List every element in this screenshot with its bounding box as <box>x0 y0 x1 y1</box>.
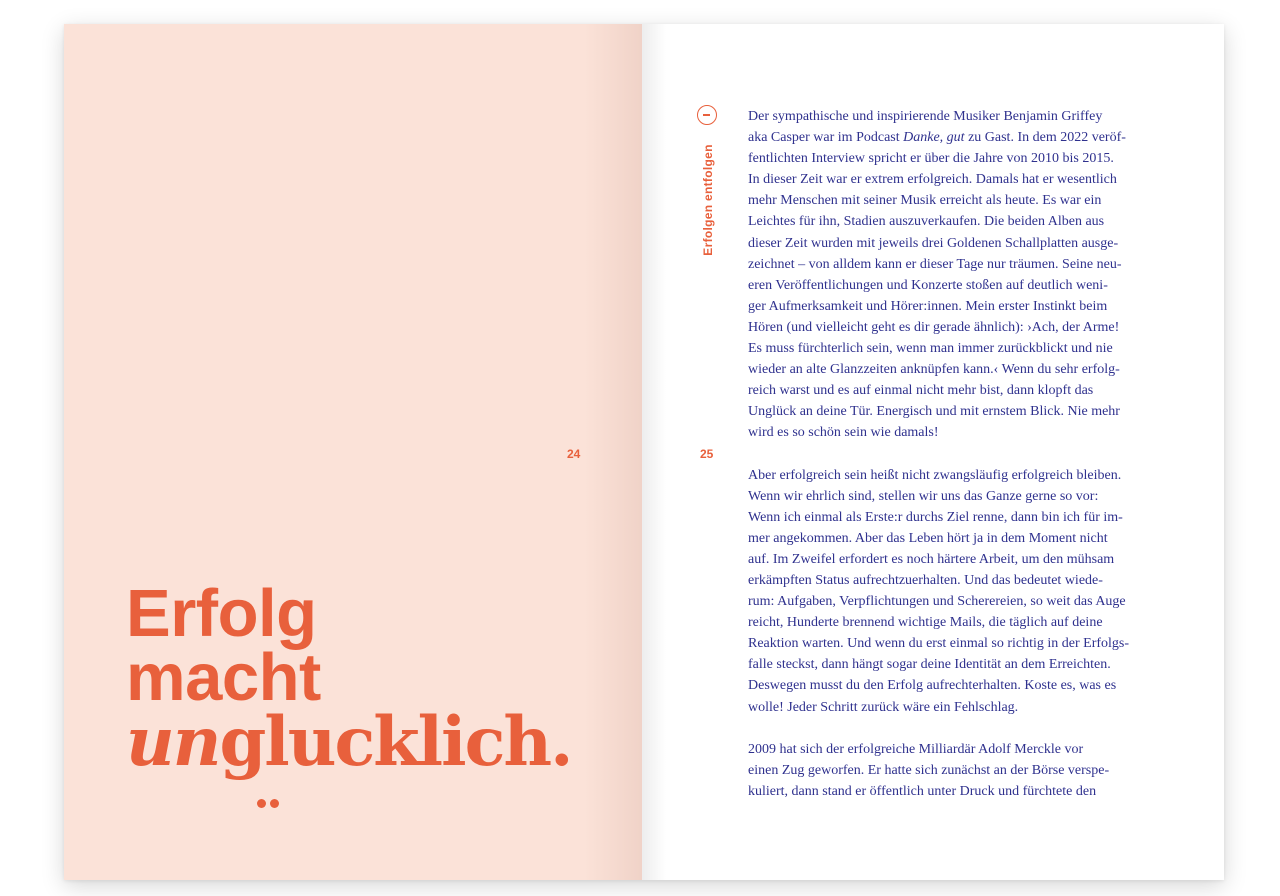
text-line: mehr Menschen mit seiner Musik erreicht als heute. Es war ein <box>748 193 1102 209</box>
text-line: kuliert, dann stand er öffentlich unter Druck und fürchtete den <box>748 783 1097 799</box>
headline <box>126 576 572 781</box>
text-line: wolle! Jeder Schritt zurück wäre ein Fehlschlag. <box>748 699 1019 715</box>
text-line: Wenn ich einmal als Erste:r durchs Ziel renne, dann bin ich für im- <box>748 509 1123 525</box>
text-run: zu Gast. In dem 2022 veröf- <box>964 130 1126 146</box>
text-run: aka Casper war im Podcast <box>748 130 904 146</box>
text-line: Es muss fürchterlich sein, wenn man immer zurückblickt und nie <box>748 341 1113 357</box>
text-line <box>748 127 1168 148</box>
text-line: Deswegen musst du den Erfolg aufrechterhalten. Koste es, was es <box>748 678 1117 694</box>
text-line: 2009 hat sich der erfolgreiche Milliardär Adolf Merckle vor <box>748 741 1084 757</box>
page-number-left: 24 <box>567 447 581 461</box>
text-line: falle steckst, dann hängt sogar deine Identität an dem Erreichten. <box>748 657 1111 673</box>
text-line: rum: Aufgaben, Verpflichtungen und Scherereien, so weit das Auge <box>748 594 1126 610</box>
paragraph-2 <box>748 465 1168 718</box>
text-line: reicht, Hunderte brennend wichtige Mails, die täglich auf deine <box>748 615 1103 631</box>
headline-line-3 <box>126 702 572 781</box>
podcast-title: Danke, gut <box>903 130 965 146</box>
text-line: Der sympathische und inspirierende Musiker Benjamin Griffey <box>748 109 1103 124</box>
left-page <box>64 24 642 880</box>
text-line: fentlichten Interview spricht er über die Jahre von 2010 bis 2015. <box>748 151 1114 167</box>
text-line: Unglück an deine Tür. Energisch und mit ernstem Blick. Nie mehr <box>748 404 1120 420</box>
paragraph-3 <box>748 739 1168 802</box>
section-label: Erfolgen entfolgen <box>701 144 715 256</box>
text-line: Reaktion warten. Und wenn du erst einmal so richtig in der Erfolgs- <box>748 636 1130 652</box>
text-line: auf. Im Zweifel erfordert es noch härtere Arbeit, um den mühsam <box>748 551 1115 567</box>
text-line: ger Aufmerksamkeit und Hörer:innen. Mein erster Instinkt beim <box>748 298 1108 314</box>
text-line: wieder an alte Glanzzeiten anknüpfen kann.‹ Wenn du sehr erfolg- <box>748 362 1120 378</box>
headline-line-2: macht <box>126 640 321 715</box>
text-line: Wenn wir ehrlich sind, stellen wir uns das Ganze gerne so vor: <box>748 488 1099 504</box>
text-line: zeichnet – von alldem kann er dieser Tage nur träumen. Seine neu- <box>748 256 1122 272</box>
text-line: wird es so schön sein wie damals! <box>748 425 939 441</box>
text-line: Hören (und vielleicht geht es dir gerade ähnlich): ›Ach, der Arme! <box>748 319 1120 335</box>
minus-circle-icon <box>697 105 717 125</box>
book-spread <box>64 24 1224 880</box>
headline-line-3-rest: glucklich. <box>219 702 572 781</box>
paragraph-1 <box>748 106 1168 444</box>
headline-line-1: Erfolg <box>126 576 317 651</box>
text-line: Aber erfolgreich sein heißt nicht zwangsläufig erfolgreich bleiben. <box>748 467 1122 483</box>
page-number-right: 25 <box>700 447 714 461</box>
text-line: Leichtes für ihn, Stadien auszuverkaufen. Die beiden Alben aus <box>748 214 1105 230</box>
right-page <box>642 24 1224 880</box>
dot-left <box>257 799 266 808</box>
text-line: einen Zug geworfen. Er hatte sich zunächst an der Börse verspe- <box>748 762 1110 778</box>
two-dots-icon <box>257 799 283 809</box>
text-line: erkämpften Status aufrechtzuerhalten. Und das bedeutet wiede- <box>748 572 1103 588</box>
text-line: reich warst und es auf einmal nicht mehr bist, dann klopft das <box>748 383 1094 399</box>
dot-right <box>270 799 279 808</box>
text-line: mer angekommen. Aber das Leben hört ja in dem Moment nicht <box>748 530 1108 546</box>
body-text <box>748 106 1168 823</box>
text-line: In dieser Zeit war er extrem erfolgreich. Damals hat er wesentlich <box>748 172 1117 188</box>
text-line: eren Veröffentlichungen und Konzerte stoßen auf deutlich weni- <box>748 277 1108 293</box>
text-line: dieser Zeit wurden mit jeweils drei Goldenen Schallplatten ausge- <box>748 235 1119 251</box>
headline-emphasis: un <box>126 702 220 781</box>
